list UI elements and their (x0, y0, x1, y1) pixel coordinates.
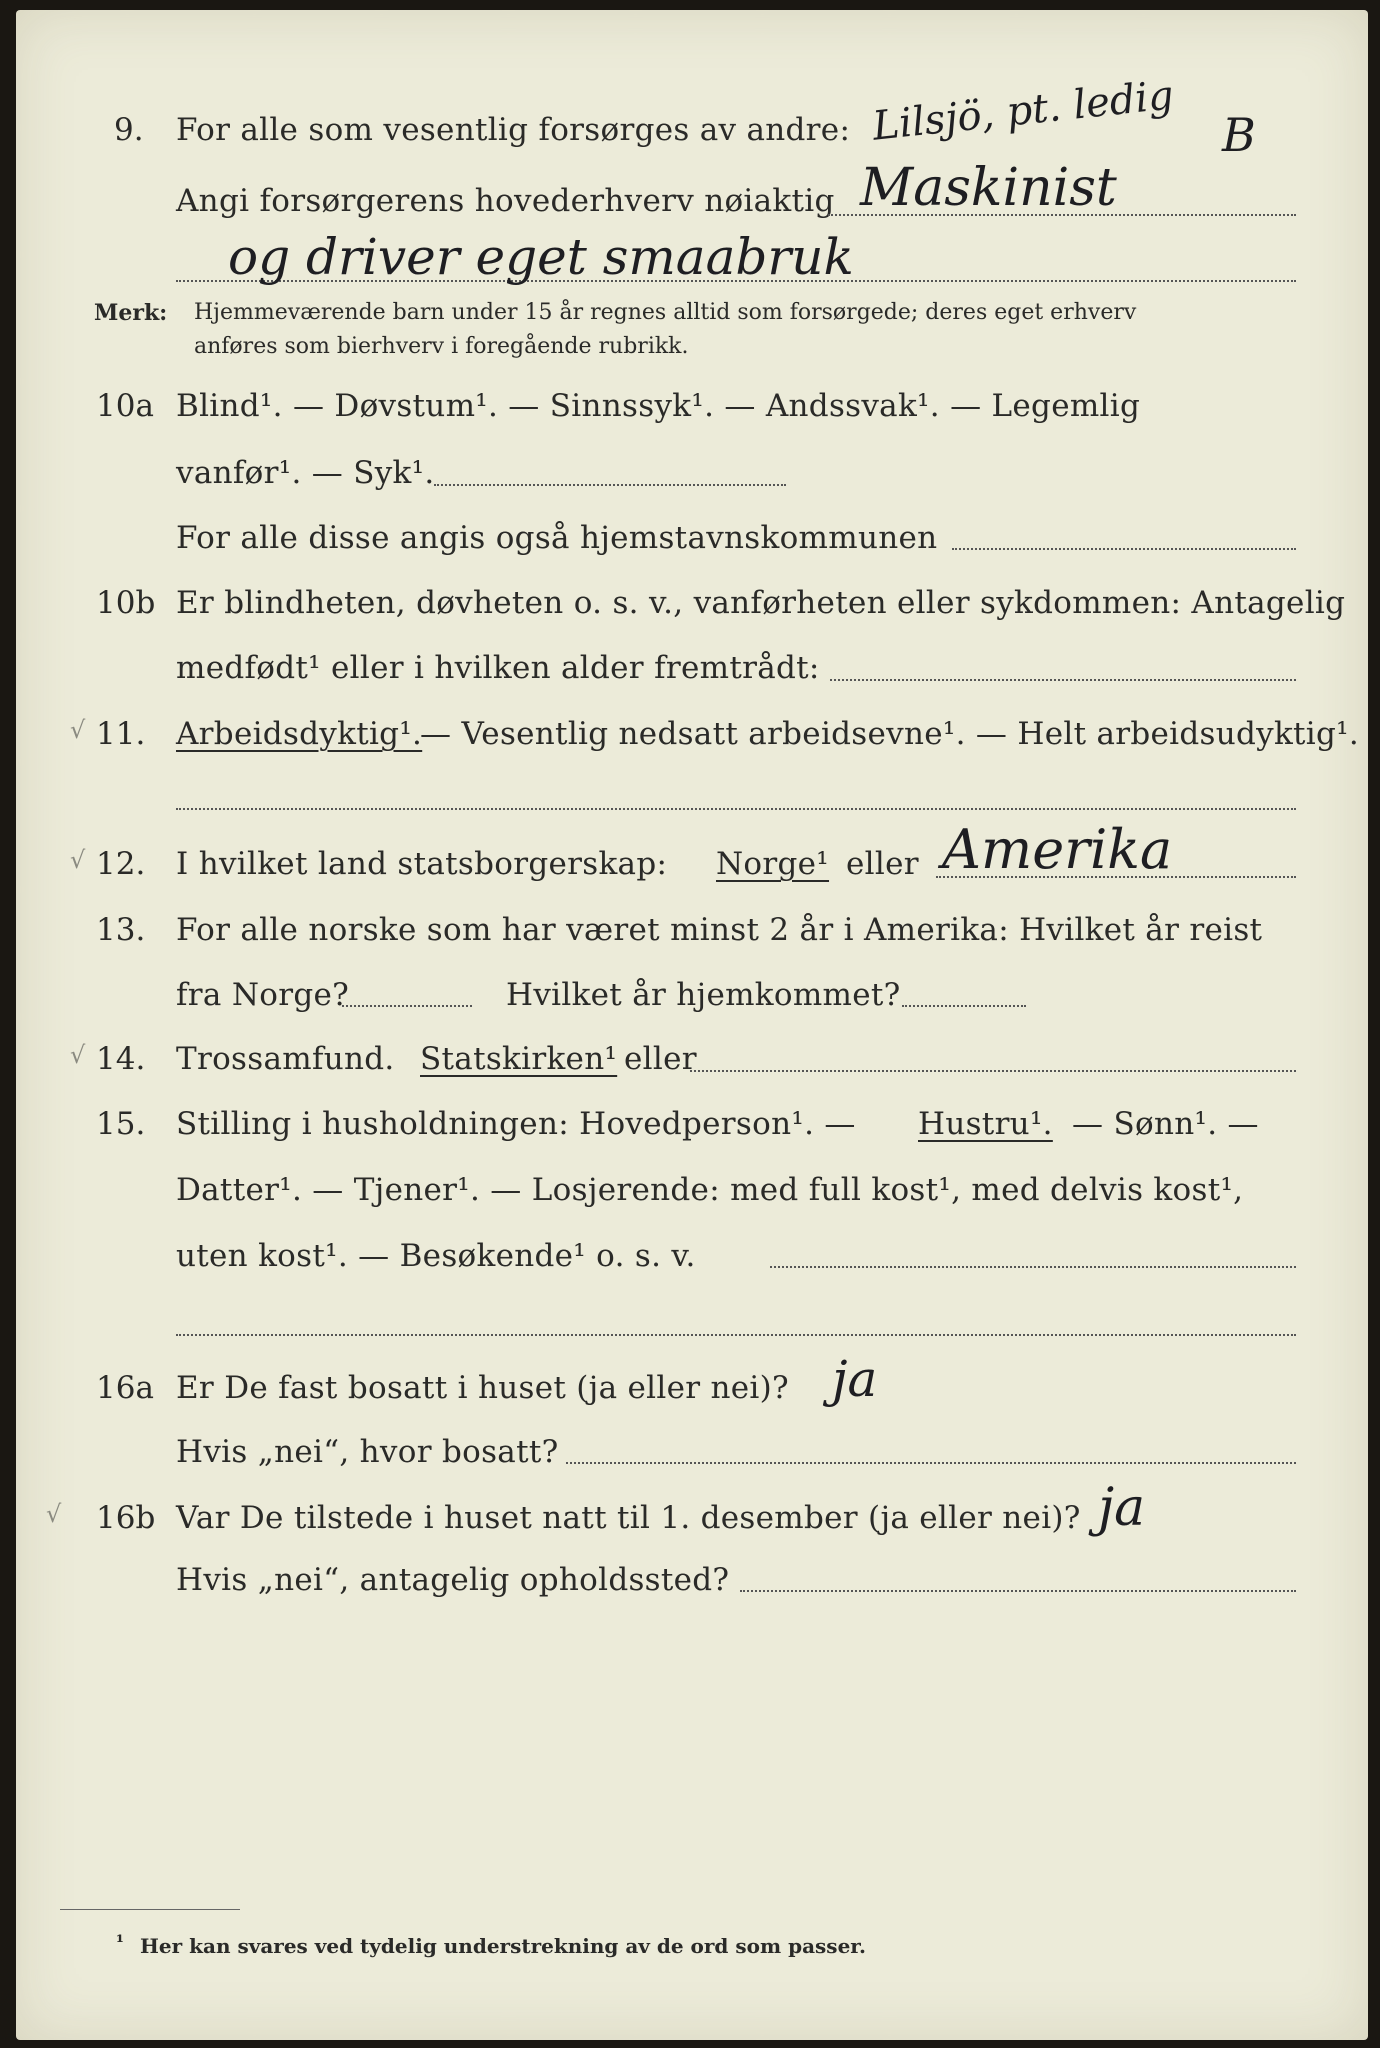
merk-line2: anføres som bierhverv i foregående rubrikk. (194, 334, 689, 359)
q13-line2b: Hvilket år hjemkommet? (506, 977, 901, 1013)
q16a-line2-dots (566, 1462, 1296, 1464)
q16a-line1: Er De fast bosatt i huset (ja eller nei)? (176, 1370, 789, 1406)
q10a-number: 10a (96, 388, 154, 424)
q9-number: 9. (114, 112, 144, 148)
q10b-line2: medfødt¹ eller i hvilken alder fremtrådt: (176, 650, 820, 686)
q9-line2: Angi forsørgerens hovederhverv nøiaktig (176, 183, 835, 219)
q9-line2-answer: Maskinist (860, 158, 1117, 218)
footnote-rule (60, 1909, 240, 1910)
q15-option-underlined: Hustru¹. (918, 1106, 1053, 1142)
q14-number: 14. (96, 1041, 146, 1077)
merk-label: Merk: (94, 300, 168, 326)
q10b-line1: Er blindheten, døvheten o. s. v., vanførheten eller sykdommen: Antagelig (176, 585, 1346, 621)
q16b-number: 16b (96, 1500, 156, 1536)
q13-line2a-dots (342, 1005, 472, 1007)
q16b-answer: ja (1098, 1478, 1146, 1538)
q16b-line1: Var De tilstede i huset natt til 1. desember (ja eller nei)? (176, 1500, 1081, 1536)
q13-line2b-dots (902, 1005, 1026, 1007)
q13-line1: For alle norske som har været minst 2 år i Amerika: Hvilket år reist (176, 912, 1263, 948)
q9-line1: For alle som vesentlig forsørges av andre: (176, 112, 851, 148)
q14-check: √ (70, 1041, 86, 1069)
q9-mark: B (1222, 108, 1256, 162)
q12-number: 12. (96, 846, 146, 882)
q10a-line2: vanfør¹. — Syk¹. (176, 455, 435, 491)
q14-option-underlined: Statskirken¹ (420, 1041, 618, 1077)
footnote-text: Her kan svares ved tydelig understrekning av de ord som passer. (140, 1934, 866, 1958)
q10a-line3-dots (952, 548, 1296, 550)
q10b-number: 10b (96, 585, 156, 621)
footnote-mark: ¹ (116, 1932, 124, 1953)
q15-number: 15. (96, 1106, 146, 1142)
q10a-line3: For alle disse angis også hjemstavnskommunen (176, 520, 938, 556)
q16a-answer: ja (832, 1350, 878, 1408)
q15-line3-dots (770, 1266, 1296, 1268)
q12-text: I hvilket land statsborgerskap: (176, 846, 668, 882)
q11-number: 11. (96, 716, 146, 752)
q11-dots (176, 808, 1296, 810)
q12-answer: Amerika (942, 818, 1173, 881)
q14-eller: eller (624, 1041, 697, 1077)
q16a-line2: Hvis „nei“, hvor bosatt? (176, 1434, 559, 1470)
q16b-check: √ (46, 1500, 62, 1528)
q15-line3: uten kost¹. — Besøkende¹ o. s. v. (176, 1238, 696, 1274)
q16b-line2: Hvis „nei“, antagelig opholdssted? (176, 1562, 730, 1598)
q10b-line2-dots (830, 679, 1296, 681)
q13-line2a: fra Norge? (176, 977, 350, 1013)
q13-number: 13. (96, 912, 146, 948)
q14-text: Trossamfund. (176, 1041, 395, 1077)
q15-line2: Datter¹. — Tjener¹. — Losjerende: med full kost¹, med delvis kost¹, (176, 1172, 1244, 1208)
q10a-line2-dots (434, 484, 786, 486)
q9-line1-answer: Lilsjö, pt. ledig (870, 72, 1176, 150)
q14-dots (690, 1070, 1296, 1072)
q15-extra-dots (176, 1334, 1296, 1336)
q15-line1c: — Sønn¹. — (1072, 1106, 1259, 1142)
q16a-number: 16a (96, 1370, 154, 1406)
q9-line3-answer: og driver eget smaabruk (228, 228, 854, 286)
q11-rest: — Vesentlig nedsatt arbeidsevne¹. — Helt arbeidsudyktig¹. (420, 716, 1360, 752)
q11-check: √ (70, 716, 86, 744)
q15-line1a: Stilling i husholdningen: Hovedperson¹. — (176, 1106, 856, 1142)
merk-line1: Hjemmeværende barn under 15 år regnes alltid som forsørgede; deres eget erhverv (194, 300, 1137, 325)
q12-check: √ (70, 846, 86, 874)
q12-eller: eller (846, 846, 919, 882)
q12-option-underlined: Norge¹ (716, 846, 830, 882)
q16b-line2-dots (740, 1590, 1296, 1592)
q10a-line1: Blind¹. — Døvstum¹. — Sinnssyk¹. — Andssvak¹. — Legemlig (176, 388, 1141, 424)
q11-option-underlined: Arbeidsdyktig¹. (176, 716, 423, 752)
